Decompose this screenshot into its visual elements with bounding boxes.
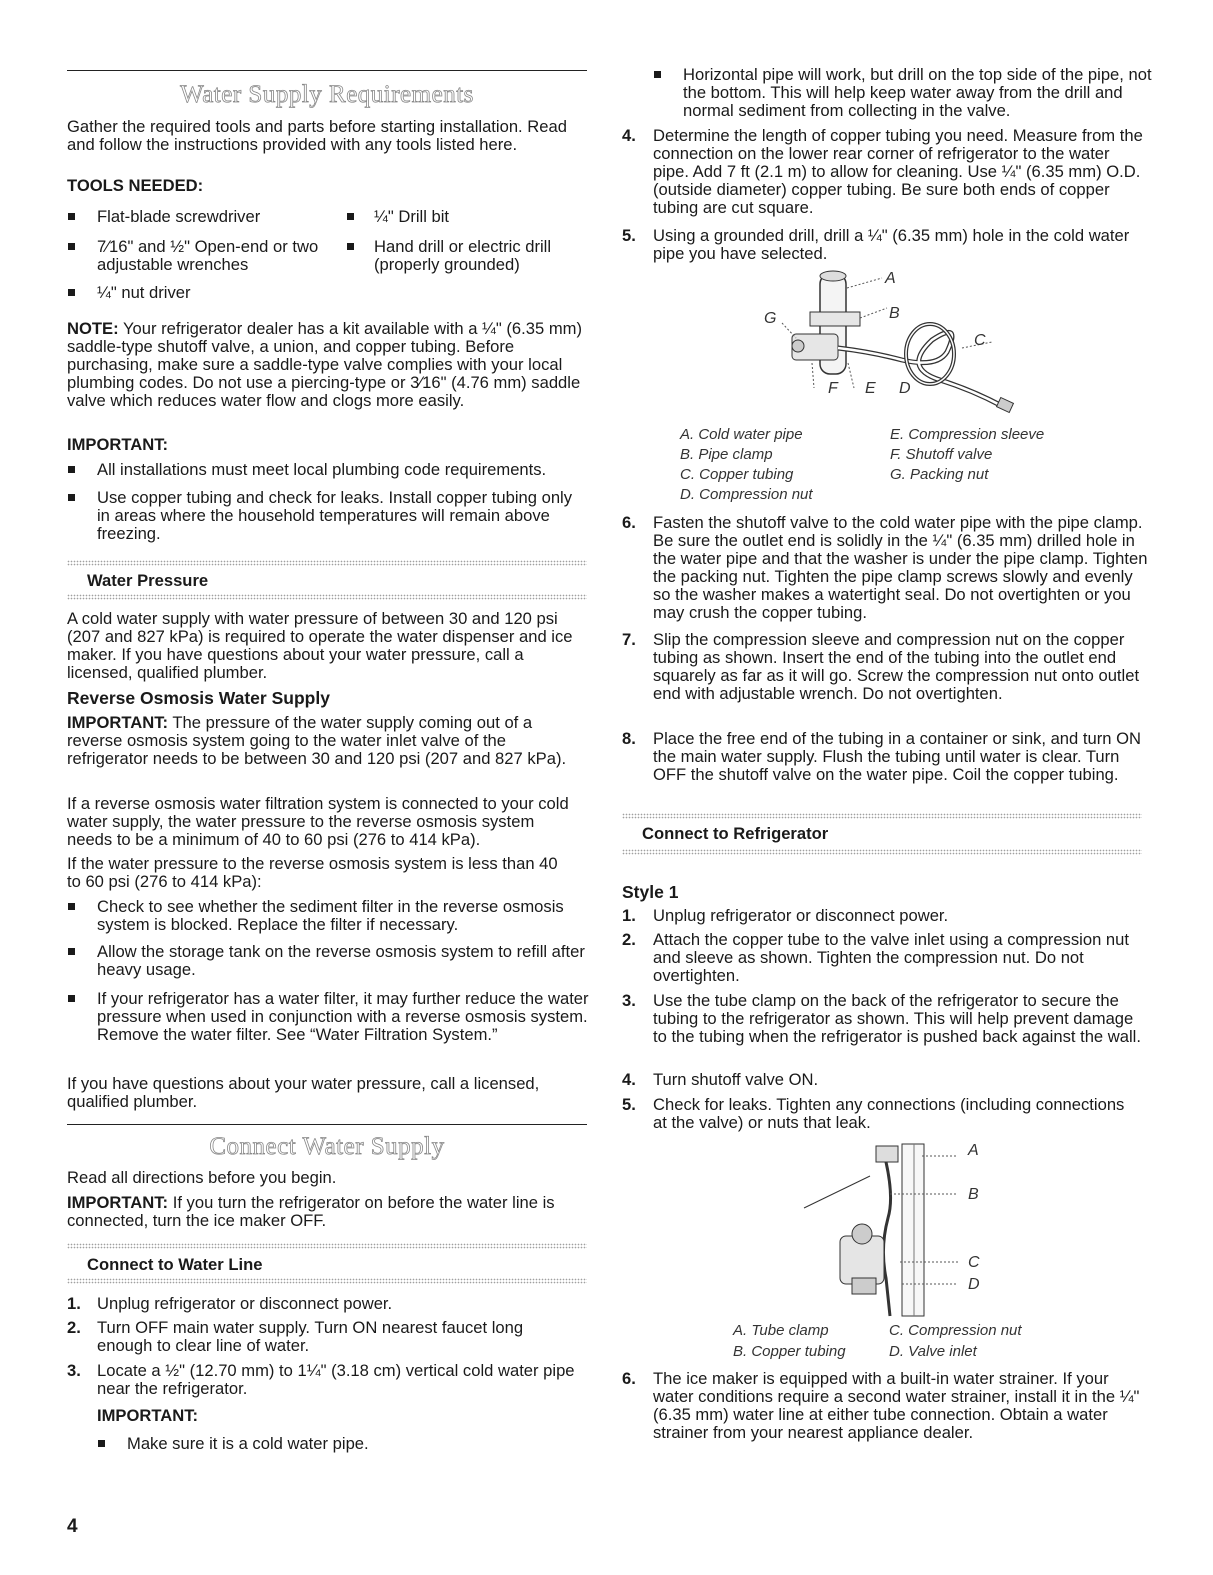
section-rule (67, 70, 587, 71)
ro-paragraph-4: If you have questions about your water pressure, call a licensed, qualified plumber. (67, 1074, 540, 1111)
figure-caption: D. Compression nut (680, 486, 813, 503)
tool-item: Flat-blade screwdriver (97, 207, 261, 226)
step3-important-label: IMPORTANT: (97, 1406, 199, 1425)
important-bullet: All installations must meet local plumbing code requirements. (97, 460, 547, 479)
step-number: 6. (622, 513, 636, 532)
bullet-icon (68, 995, 75, 1002)
figure-letter: C (968, 1254, 980, 1271)
connect-refrigerator-heading: Connect to Refrigerator (642, 824, 829, 843)
ro-important-label: IMPORTANT: (67, 713, 169, 732)
section-rule (67, 1124, 587, 1125)
ro-paragraph-2: If a reverse osmosis water filtration system is connected to your cold water supply, the water pressure to the reverse osmosis system needs to be a minimum of 40 to 60 psi (276 to 414 kPa). (67, 794, 569, 849)
step-number: 1. (67, 1294, 81, 1313)
step-text: Place the free end of the tubing in a container or sink, and turn ON the main water supply. Flush the tubing until water is clear. Turn OFF the shutoff valve on the water pipe. Coil the copper tubing. (653, 729, 1141, 784)
bullet-icon (68, 948, 75, 955)
figure-letter: G (764, 310, 777, 327)
note-text: Your refrigerator dealer has a kit available with a ¼" (6.35 mm) saddle-type shutoff valve, a union, and copper tubing. Before purchasing, make sure a saddle-type valve complies with your local plumbing codes. Do not use a piercing-type or 3⁄16" (4.76 mm) saddle valve which reduces water flow and clogs more easily. (67, 319, 582, 410)
bullet-icon (68, 494, 75, 501)
step-text: Attach the copper tube to the valve inlet using a compression nut and sleeve as shown. Tighten the compression nut. Do not overtighten. (653, 930, 1129, 985)
bullet-icon (68, 213, 75, 220)
ro-important-text: The pressure of the water supply coming out of a reverse osmosis system going to the water inlet valve of the refrigerator needs to be between 30 and 120 psi (207 and 827 kPa). (67, 713, 567, 768)
water-pressure-heading: Water Pressure (87, 571, 209, 590)
step-number: 8. (622, 729, 636, 748)
note-paragraph (67, 320, 587, 410)
ro-bullet: Allow the storage tank on the reverse osmosis system to refill after heavy usage. (97, 942, 585, 979)
figure-letter: B (968, 1186, 979, 1203)
step-number: 3. (622, 991, 636, 1010)
dotted-rule (67, 560, 587, 566)
step-text: Determine the length of copper tubing you need. Measure from the connection on the lower rear corner of refrigerator to the water pipe. Add 7 ft (2.1 m) to allow for cleaning. Use ¼" (6.35 mm) O.D. (outside diameter) copper tubing. Be sure both ends of copper tubing are cut square. (653, 126, 1143, 217)
dotted-rule (67, 1278, 587, 1284)
bullet-icon (68, 243, 75, 250)
figure-letter: C (974, 332, 986, 349)
tube-clamp-figure (790, 1138, 990, 1318)
tools-heading: TOOLS NEEDED: (67, 176, 204, 195)
important2-text: If you turn the refrigerator on before the water line is connected, turn the ice maker OFF. (67, 1193, 555, 1230)
step-number: 7. (622, 630, 636, 649)
step-text: Unplug refrigerator or disconnect power. (97, 1294, 393, 1313)
figure-letter: B (889, 305, 900, 322)
bullet-icon (68, 903, 75, 910)
bullet-icon (68, 466, 75, 473)
read-all-paragraph: Read all directions before you begin. (67, 1168, 337, 1187)
tool-item: 7⁄16" and ½" Open-end or two adjustable wrenches (97, 237, 319, 274)
ro-important (67, 714, 582, 768)
ro-heading: Reverse Osmosis Water Supply (67, 688, 330, 708)
dotted-rule (622, 849, 1142, 855)
important-label: IMPORTANT: (67, 435, 169, 454)
step-text: The ice maker is equipped with a built-in water strainer. If your water conditions require a second water strainer, install it in the ¼" (6.35 mm) water line at either tube connection. Obtain a water strainer from your nearest appliance dealer. (653, 1369, 1140, 1442)
figure-caption: B. Copper tubing (733, 1343, 846, 1360)
step-number: 1. (622, 906, 636, 925)
figure-letter: F (828, 380, 838, 397)
step-text: Using a grounded drill, drill a ¼" (6.35 mm) hole in the cold water pipe you have selected. (653, 226, 1130, 263)
step-text: Use the tube clamp on the back of the refrigerator to secure the tubing to the refrigerator as shown. This will help prevent damage to the tubing when the refrigerator is pushed back against the wall. (653, 991, 1141, 1046)
step-number: 2. (622, 930, 636, 949)
figure-letter: A (885, 270, 896, 287)
tool-item: ¼" nut driver (97, 283, 191, 302)
step-text: Check for leaks. Tighten any connections (including connections at the valve) or nuts that leak. (653, 1095, 1125, 1132)
tool-item: Hand drill or electric drill (properly grounded) (374, 237, 552, 274)
step-number: 5. (622, 1095, 636, 1114)
important2-paragraph (67, 1194, 587, 1230)
bullet-icon (68, 289, 75, 296)
style1-heading: Style 1 (622, 882, 679, 902)
figure-caption: C. Copper tubing (680, 466, 794, 483)
step-number: 6. (622, 1369, 636, 1388)
dotted-rule (67, 1243, 587, 1249)
note-label: NOTE: (67, 319, 119, 338)
figure-letter: A (968, 1142, 979, 1159)
step-text: Slip the compression sleeve and compression nut on the copper tubing as shown. Insert the end of the tubing into the outlet end squarely as far as it will go. Screw the compression nut onto outlet end with adjustable wrench. Do not overtighten. (653, 630, 1140, 703)
important2-label: IMPORTANT: (67, 1193, 169, 1212)
step-number: 2. (67, 1318, 81, 1337)
step-number: 4. (622, 1070, 636, 1089)
step-number: 5. (622, 226, 636, 245)
tool-item: ¼" Drill bit (374, 207, 450, 226)
step-text: Unplug refrigerator or disconnect power. (653, 906, 949, 925)
connect-water-line-heading: Connect to Water Line (87, 1255, 263, 1274)
step-text: Fasten the shutoff valve to the cold water pipe with the pipe clamp. Be sure the outlet end is solidly in the ¼" (6.35 mm) drilled hole in the water pipe and that the washer is under the pipe clamp. Tighten the packing nut. Tighten the pipe clamp screws slowly and evenly so the washer makes a watertight seal. Do not overtighten or you may crush the copper tubing. (653, 513, 1148, 622)
figure-letter: D (968, 1276, 980, 1293)
bullet-icon (347, 213, 354, 220)
figure-caption: A. Cold water pipe (680, 426, 803, 443)
bullet-icon (654, 71, 661, 78)
bullet-icon (98, 1440, 105, 1447)
figure-caption: F. Shutoff valve (890, 446, 993, 463)
ro-bullet: Check to see whether the sediment filter in the reverse osmosis system is blocked. Replace the filter if necessary. (97, 897, 564, 934)
step-number: 4. (622, 126, 636, 145)
step-text: Locate a ½" (12.70 mm) to 1¼" (3.18 cm) vertical cold water pipe near the refrigerator. (97, 1361, 575, 1398)
page-number: 4 (67, 1516, 78, 1537)
ro-paragraph-3: If the water pressure to the reverse osmosis system is less than 40 to 60 psi (276 to 414 kPa): (67, 854, 558, 891)
figure-caption: C. Compression nut (889, 1322, 1022, 1339)
ro-bullet: If your refrigerator has a water filter, it may further reduce the water pressure when used in conjunction with a reverse osmosis system. Remove the water filter. See “Water Filtration System.” (97, 989, 589, 1044)
figure-letter: E (865, 380, 876, 397)
figure-caption: A. Tube clamp (733, 1322, 829, 1339)
section-title-connect-water: Connect Water Supply (209, 1133, 445, 1160)
dotted-rule (67, 594, 587, 600)
intro-paragraph: Gather the required tools and parts before starting installation. Read and follow the instructions provided with any tools listed here. (67, 117, 567, 154)
step-number: 3. (67, 1361, 81, 1380)
water-pressure-text: A cold water supply with water pressure of between 30 and 120 psi (207 and 827 kPa) is required to operate the water dispenser and ice maker. If you have questions about your water pressure, call a licensed, qualified plumber. (67, 609, 573, 682)
important-bullet: Use copper tubing and check for leaks. Install copper tubing only in areas where the household temperatures will remain above freezing. (97, 488, 573, 543)
figure-caption: D. Valve inlet (889, 1343, 977, 1360)
horizontal-pipe-bullet: Horizontal pipe will work, but drill on the top side of the pipe, not the bottom. This will help keep water away from the drill and normal sediment from collecting in the valve. (683, 65, 1152, 120)
step3-bullet: Make sure it is a cold water pipe. (127, 1434, 369, 1453)
section-title-water-supply: Water Supply Requirements (180, 81, 474, 108)
step-text: Turn OFF main water supply. Turn ON nearest faucet long enough to clear line of water. (97, 1318, 524, 1355)
step-text: Turn shutoff valve ON. (653, 1070, 819, 1089)
figure-caption: B. Pipe clamp (680, 446, 773, 463)
figure-caption: E. Compression sleeve (890, 426, 1045, 443)
figure-caption: G. Packing nut (890, 466, 989, 483)
bullet-icon (347, 243, 354, 250)
figure-letter: D (899, 380, 911, 397)
dotted-rule (622, 813, 1142, 819)
